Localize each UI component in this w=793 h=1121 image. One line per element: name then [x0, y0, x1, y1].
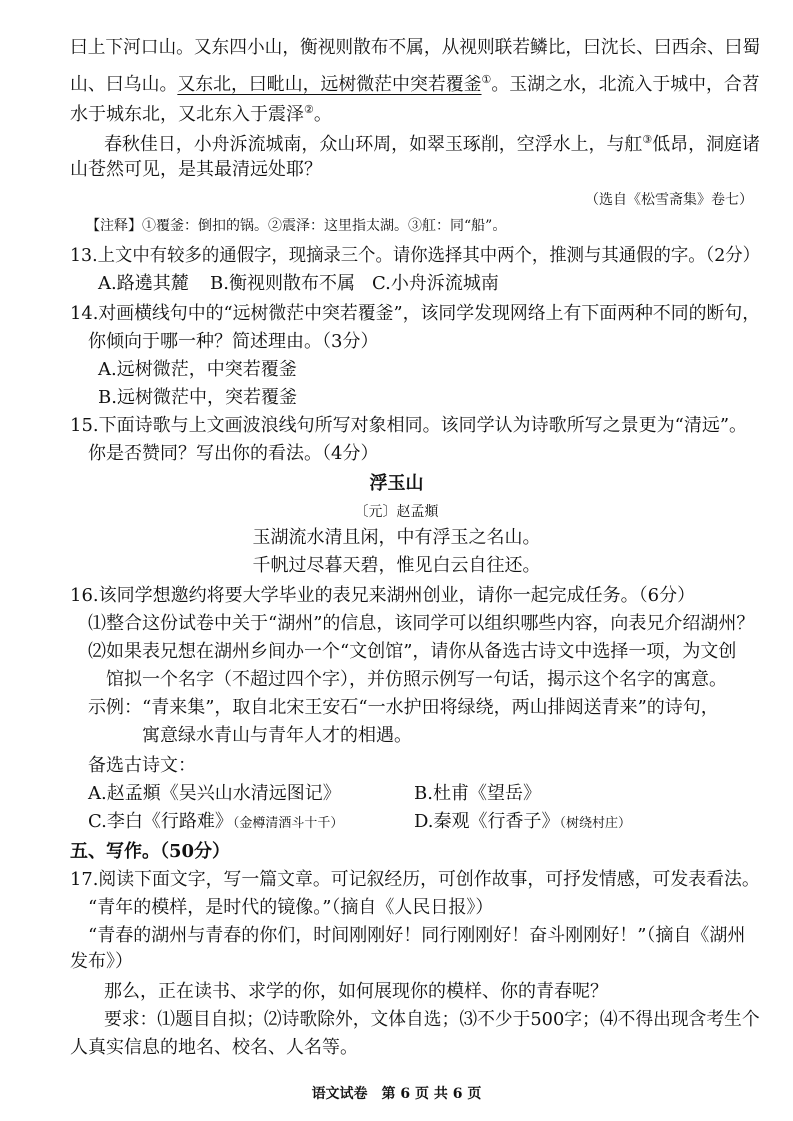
passage-notes: 【注释】①覆釜：倒扣的锅。②震泽：这里指太湖。③舡：同“船”。: [86, 218, 507, 234]
question-15-stem-line-2: 你是否赞同？写出你的看法。（4分）: [88, 443, 379, 464]
q16-option-d-hint: （树绕村庄）: [559, 816, 632, 831]
q16-option-c-hint: （金樽清酒斗十千）: [232, 816, 344, 831]
passage-text: 水于城东北，又北东入于震泽: [70, 104, 304, 125]
q17-requirements-line-2: 人真实信息的地名、校名、人名等。: [70, 1037, 358, 1058]
passage-line-2: [70, 68, 760, 97]
poem-title: 浮玉山: [369, 473, 424, 494]
q13-option-c: C.小舟泝流城南: [372, 273, 499, 294]
q17-quote-2-line-2: 发布》）: [70, 951, 133, 972]
page-footer: 语文试卷 第 6 页 共 6 页: [311, 1086, 482, 1102]
q16-option-c-title: C.李白《行路难》: [88, 811, 233, 832]
passage-line-3: [70, 98, 332, 127]
passage-text: 山、曰乌山。: [70, 74, 178, 95]
passage-text: 。玉湖之水，北流入于城中，合苕: [491, 74, 760, 95]
passage-line-1: 曰上下河口山。又东四小山，衡视则散布不属，从视则联若鳞比，曰沈长、曰西余、曰蜀: [70, 37, 761, 58]
passage-text: 。: [313, 104, 332, 125]
q16-example-line-1: 示例：“青来集”，取自北宋王安石“一水护田将绿绕，两山排闼送青来”的诗句，: [88, 697, 719, 718]
question-16-stem: 16.该同学想邀约将要大学毕业的表兄来湖州创业，请你一起完成任务。（6分）: [70, 585, 696, 606]
footnote-mark: ③: [642, 133, 653, 146]
question-17-stem: 17.阅读下面文字，写一篇文章。可记叙经历，可创作故事，可抒发情感，可发表看法。: [70, 869, 760, 890]
passage-text: 低昂，洞庭诸: [652, 134, 760, 155]
poem-line-1: 玉湖流水清且闲，中有浮玉之名山。: [252, 527, 541, 548]
q17-quote-2-line-1: “青春的湖州与青春的你们，时间刚刚好！同行刚刚好！奋斗刚刚好！”（摘自《湖州: [88, 925, 746, 946]
q16-subquestion-2-line-1: ⑵如果表兄想在湖州乡间办一个“文创馆”，请你从备选古诗文中选择一项，为文创: [88, 641, 737, 662]
poem-line-2: 千帆过尽暮天碧，惟见白云自往还。: [252, 555, 541, 576]
q13-option-b: B.衡视则散布不属: [210, 273, 355, 294]
q17-quote-1: “青年的模样，是时代的镜像。”（摘自《人民日报》）: [88, 897, 494, 918]
q16-option-d: [414, 810, 631, 836]
passage-line-4: [104, 128, 760, 157]
q14-option-a: A.远树微茫，中突若覆釜: [98, 359, 297, 380]
q17-requirements-line-1: 要求：⑴题目自拟；⑵诗歌除外，文体自选；⑶不少于500字；⑷不得出现含考生个: [104, 1009, 760, 1030]
q17-prompt: 那么，正在读书、求学的你，如何展现你的模样、你的青春呢？: [104, 981, 608, 1002]
passage-text: 春秋佳日，小舟泝流城南，众山环周，如翠玉琢削，空浮水上，与舡: [104, 134, 643, 155]
q16-options-label: 备选古诗文：: [88, 755, 196, 776]
question-15-stem-line-1: 15.下面诗歌与上文画波浪线句所写对象相同。该同学认为诗歌所写之景更为“清远”。: [70, 415, 748, 436]
passage-source: （选自《松雪斋集》卷七）: [585, 192, 753, 208]
passage-line-5: 山苍然可见，是其最清远处耶？: [70, 159, 322, 180]
underlined-sentence: 又东北，曰毗山，远树微茫中突若覆釜: [177, 74, 482, 95]
footnote-mark: ②: [304, 103, 314, 116]
poem-author: 〔元〕赵孟頫: [354, 504, 439, 520]
q16-option-a: A.赵孟頫《吴兴山水清远图记》: [88, 783, 341, 804]
q13-option-a: A.路遶其麓: [98, 273, 189, 294]
q16-option-d-title: D.秦观《行香子》: [414, 811, 560, 832]
q14-option-b: B.远树微茫中，突若覆釜: [98, 387, 297, 408]
q16-option-b: B.杜甫《望岳》: [414, 783, 541, 804]
footnote-mark: ①: [481, 73, 492, 86]
q16-subquestion-1: ⑴整合这份试卷中关于“湖州”的信息，该同学可以组织哪些内容，向表兄介绍湖州？: [88, 613, 755, 634]
section-5-title: 五、写作。（50分）: [70, 841, 231, 862]
q16-option-c: [88, 810, 343, 836]
question-14-stem-line-2: 你倾向于哪一种？简述理由。（3分）: [88, 331, 379, 352]
q16-example-line-2: 寓意绿水青山与青年人才的相遇。: [142, 725, 412, 746]
q16-subquestion-2-line-2: 馆拟一个名字（不超过四个字），并仿照示例写一句话，揭示这个名字的寓意。: [106, 669, 727, 690]
question-13-stem: 13.上文中有较多的通假字，现摘录三个。请你选择其中两个，推测与其通假的字。（2分）: [70, 245, 761, 266]
question-14-stem-line-1: 14.对画横线句中的“远树微茫中突若覆釜”，该同学发现网络上有下面两种不同的断句，: [70, 303, 761, 324]
